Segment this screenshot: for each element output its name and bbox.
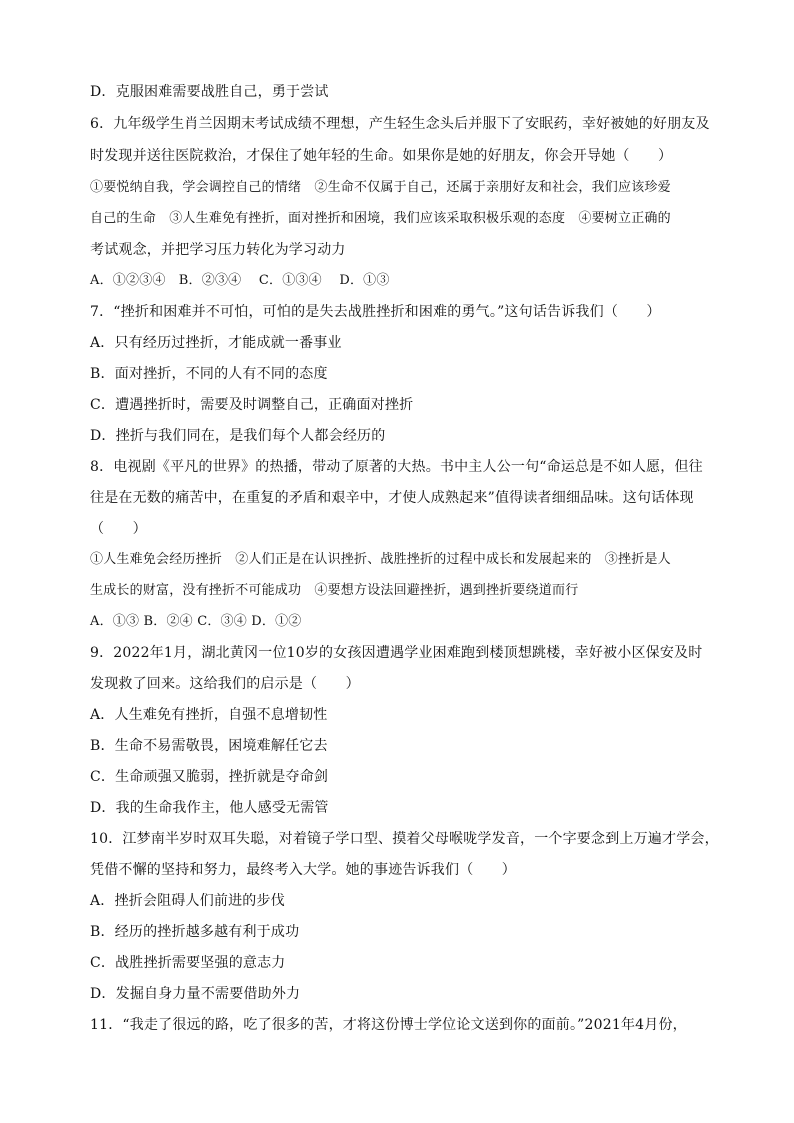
q7-option-b: B．面对挫折，不同的人有不同的态度 <box>90 366 328 382</box>
q6-statements-line-2: 自己的生命 ③人生难免有挫折，面对挫折和困境，我们应该采取积极乐观的态度 ④要树立正确的 <box>90 211 671 226</box>
q7-option-d: D．挫折与我们同在，是我们每个人都会经历的 <box>90 428 386 444</box>
q9-option-c: C．生命顽强又脆弱，挫折就是夺命剑 <box>90 769 329 785</box>
q10-option-d: D．发掘自身力量不需要借助外力 <box>90 986 301 1002</box>
q6-statements-line-1: ①要悦纳自我，学会调控自己的情绪 ②生命不仅属于自己，还属于亲朋好友和社会，我们应该珍爱 <box>90 180 671 195</box>
q7-stem: 7．“挫折和困难并不可怕，可怕的是失去战胜挫折和困难的勇气。”这句话告诉我们（ ） <box>90 304 661 320</box>
q8-stem-line-2: 往是在无数的痛苦中，在重复的矛盾和艰辛中，才使人成熟起来”值得读者细细品味。这句话体现 <box>90 490 694 506</box>
q7-option-a: A．只有经历过挫折，才能成就一番事业 <box>90 335 342 351</box>
q6-statements-line-3: 考试观念，并把学习压力转化为学习动力 <box>90 242 346 258</box>
q8-answer-bracket: （ ） <box>90 521 147 537</box>
q7-option-c: C．遭遇挫折时，需要及时调整自己，正确面对挫折 <box>90 397 414 413</box>
q10-option-a: A．挫折会阻碍人们前进的步伐 <box>90 893 285 909</box>
q10-option-b: B．经历的挫折越多越有利于成功 <box>90 924 300 940</box>
q5-option-d: D．克服困难需要战胜自己，勇于尝试 <box>90 84 329 100</box>
q10-stem-line-2: 凭借不懈的坚持和努力，最终考入大学。她的事迹告诉我们（ ） <box>90 862 516 878</box>
q6-stem-line-1: 6．九年级学生肖兰因期末考试成绩不理想，产生轻生念头后并服下了安眠药，幸好被她的好朋友及 <box>90 116 710 132</box>
q9-stem-line-2: 发现救了回来。这给我们的启示是（ ） <box>90 676 360 692</box>
q8-stem-line-1: 8．电视剧《平凡的世界》的热播，带动了原著的大热。书中主人公一句“命运总是不如人愿，但往 <box>90 459 703 475</box>
q6-stem-line-2: 时发现并送往医院救治，才保住了她年轻的生命。如果你是她的好朋友，你会开导她（ ） <box>90 148 673 164</box>
q8-options: A．①③ B．②④ C．③④ D．①② <box>90 614 302 629</box>
q9-option-d: D．我的生命我作主，他人感受无需管 <box>90 800 329 816</box>
q11-stem-line-1: 11．“我走了很远的路，吃了很多的苦，才将这份博士学位论文送到你的面前。”2021年4月份， <box>90 1017 687 1033</box>
q9-option-b: B．生命不易需敬畏，困境难解任它去 <box>90 738 328 754</box>
q6-options: A．①②③④ B．②③④ C．①③④ D．①③ <box>90 273 390 288</box>
q10-stem-line-1: 10．江梦南半岁时双耳失聪，对着镜子学口型、摸着父母喉咙学发音，一个字要念到上万遍才学会， <box>90 831 719 847</box>
q8-statements-line-1: ①人生难免会经历挫折 ②人们正是在认识挫折、战胜挫折的过程中成长和发展起来的 ③挫折是人 <box>90 552 671 567</box>
q9-option-a: A．人生难免有挫折，自强不息增韧性 <box>90 707 328 723</box>
q10-option-c: C．战胜挫折需要坚强的意志力 <box>90 955 286 971</box>
q8-statements-line-2: 生成长的财富，没有挫折不可能成功 ④要想方设法回避挫折，遇到挫折要绕道而行 <box>90 583 579 598</box>
q9-stem-line-1: 9．2022年1月，湖北黄冈一位10岁的女孩因遭遇学业困难跑到楼顶想跳楼，幸好被小区保安及时 <box>90 645 703 661</box>
